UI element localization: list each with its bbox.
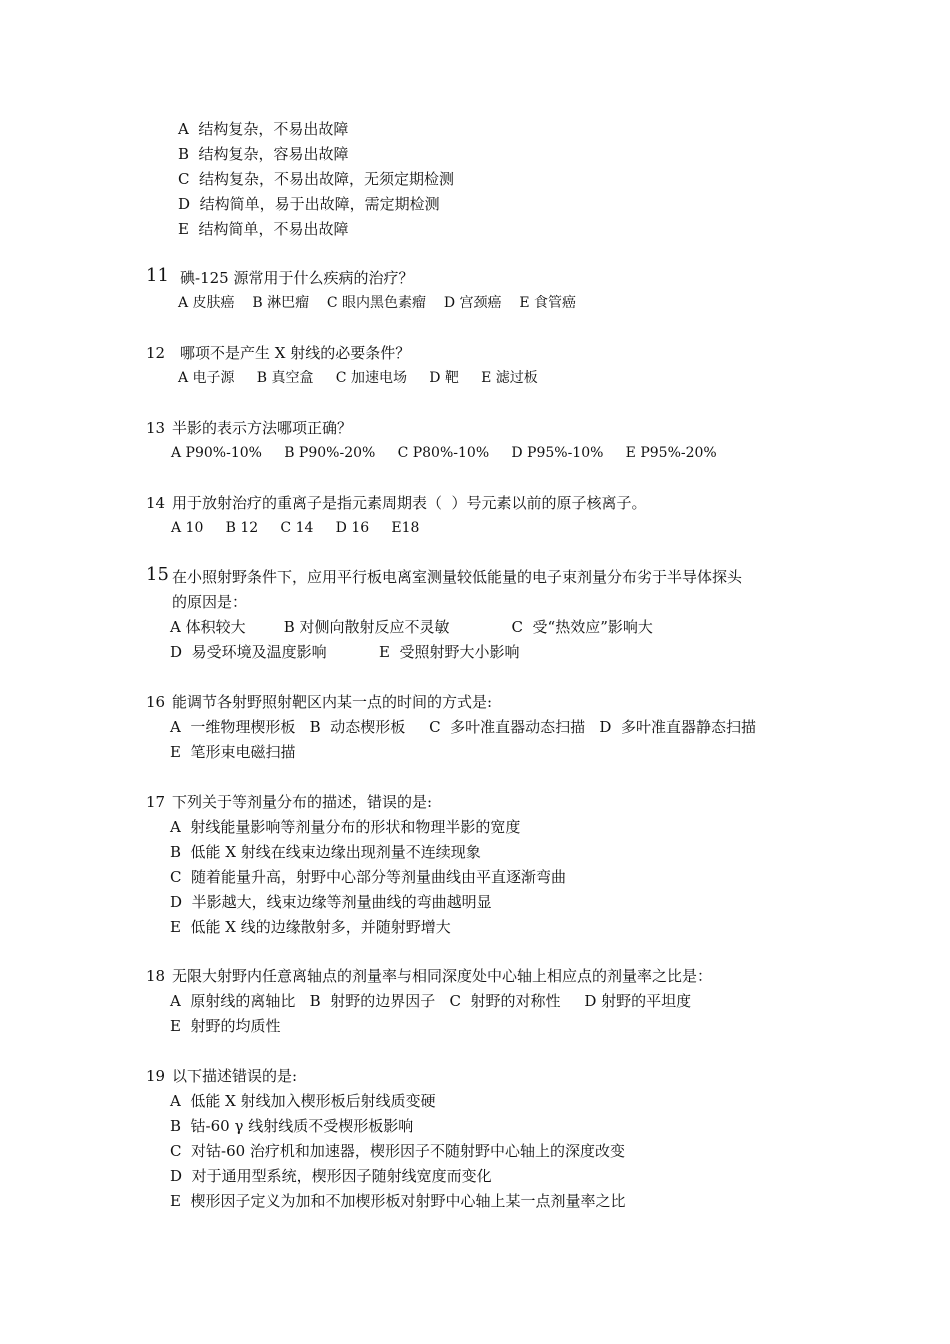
q18-number: 18 xyxy=(146,967,166,985)
q17-option-d: D 半影越大，线束边缘等剂量曲线的弯曲越明显 xyxy=(170,893,492,911)
q17-text: 下列关于等剂量分布的描述，错误的是: xyxy=(172,793,433,811)
q15-options-row2: D 易受环境及温度影响 E 受照射野大小影响 xyxy=(170,643,520,661)
q17-option-a: A 射线能量影响等剂量分布的形状和物理半影的宽度 xyxy=(170,818,521,836)
q19-option-b: B 钴-60 γ 线射线质不受楔形板影响 xyxy=(170,1117,414,1135)
q11-text: 碘-125 源常用于什么疾病的治疗？ xyxy=(180,269,414,287)
q17-option-c: C 随着能量升高，射野中心部分等剂量曲线由平直逐渐弯曲 xyxy=(170,868,567,886)
q10-option-e: E 结构简单，不易出故障 xyxy=(178,220,349,238)
q18-text: 无限大射野内任意离轴点的剂量率与相同深度处中心轴上相应点的剂量率之比是： xyxy=(172,967,713,985)
q13-options: A P90%-10% B P90%-20% C P80%-10% D P95%-10% E P95%-20% xyxy=(171,445,717,461)
q13-text: 半影的表示方法哪项正确？ xyxy=(172,419,353,437)
q19-option-d: D 对于通用型系统，楔形因子随射线宽度而变化 xyxy=(170,1167,492,1185)
q12-text: 哪项不是产生 X 射线的必要条件？ xyxy=(180,344,411,362)
q10-option-b: B 结构复杂，容易出故障 xyxy=(178,145,349,163)
q19-option-c: C 对钴-60 治疗机和加速器，楔形因子不随射野中心轴上的深度改变 xyxy=(170,1142,625,1160)
q16-options-row1: A 一维物理楔形板 B 动态楔形板 C 多叶准直器动态扫描 D 多叶准直器静态扫描 xyxy=(170,718,756,736)
q19-option-a: A 低能 X 射线加入楔形板后射线质变硬 xyxy=(170,1092,436,1110)
q17-option-b: B 低能 X 射线在线束边缘出现剂量不连续现象 xyxy=(170,843,481,861)
q17-option-e: E 低能 X 线的边缘散射多，并随射野增大 xyxy=(170,918,451,936)
q17-number: 17 xyxy=(146,793,166,811)
q15-text-continued: 的原因是： xyxy=(172,593,248,611)
q11-options: A 皮肤癌 B 淋巴瘤 C 眼内黑色素瘤 D 宫颈癌 E 食管癌 xyxy=(178,295,577,311)
q16-options-row2: E 笔形束电磁扫描 xyxy=(170,743,296,761)
q18-options-row1: A 原射线的离轴比 B 射野的边界因子 C 射野的对称性 D 射野的平坦度 xyxy=(170,992,692,1010)
q11-number: 11 xyxy=(146,265,169,286)
q12-number: 12 xyxy=(146,344,166,362)
q12-options: A 电子源 B 真空盒 C 加速电场 D 靶 E 滤过板 xyxy=(178,370,538,386)
q19-option-e: E 楔形因子定义为加和不加楔形板对射野中心轴上某一点剂量率之比 xyxy=(170,1192,626,1210)
q14-text: 用于放射治疗的重离子是指元素周期表（ ）号元素以前的原子核离子。 xyxy=(172,494,647,512)
q15-number: 15 xyxy=(146,564,169,585)
q10-option-a: A 结构复杂，不易出故障 xyxy=(178,120,349,138)
q15-options-row1: A 体积较大 B 对侧向散射反应不灵敏 C 受“热效应”影响大 xyxy=(170,618,653,636)
q19-text: 以下描述错误的是: xyxy=(172,1067,298,1085)
q16-number: 16 xyxy=(146,693,166,711)
q14-number: 14 xyxy=(146,494,166,512)
q13-number: 13 xyxy=(146,419,166,437)
q18-options-row2: E 射野的均质性 xyxy=(170,1017,281,1035)
q16-text: 能调节各射野照射靶区内某一点的时间的方式是: xyxy=(172,693,493,711)
q14-options: A 10 B 12 C 14 D 16 E18 xyxy=(171,520,420,536)
q19-number: 19 xyxy=(146,1067,166,1085)
q15-text: 在小照射野条件下，应用平行板电离室测量较低能量的电子束剂量分布劣于半导体探头 xyxy=(172,568,743,586)
q10-option-c: C 结构复杂，不易出故障，无须定期检测 xyxy=(178,170,455,188)
q10-option-d: D 结构简单，易于出故障，需定期检测 xyxy=(178,195,440,213)
